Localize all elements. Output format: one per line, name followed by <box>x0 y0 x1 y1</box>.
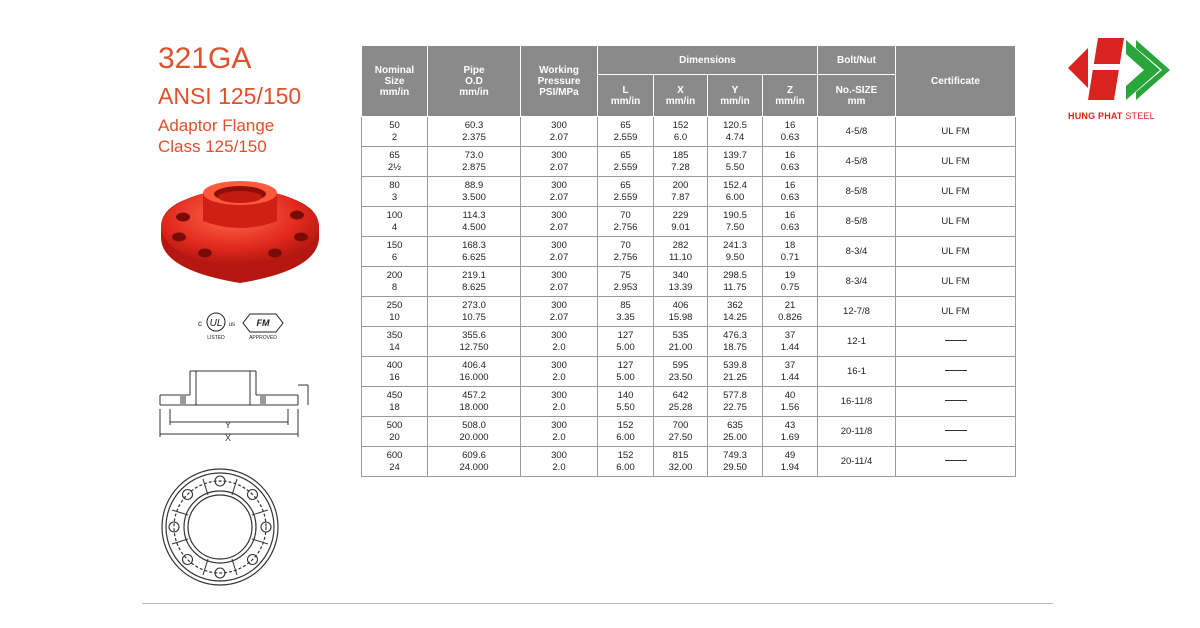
cell-dim-z: 16 0.63 <box>763 207 818 237</box>
cell-certificate: UL FM <box>896 117 1016 147</box>
cell-bolt-nut: 20-11/8 <box>818 417 896 447</box>
cell-dim-x: 815 32.00 <box>654 447 708 477</box>
cell-dim-l: 127 5.00 <box>598 357 654 387</box>
cell-dim-l: 152 6.00 <box>598 447 654 477</box>
table-row <box>362 297 1016 327</box>
cell-dim-z: 16 0.63 <box>763 177 818 207</box>
cell-nominal-size: 500 20 <box>362 417 428 447</box>
cell-dim-z: 37 1.44 <box>763 327 818 357</box>
cell-dim-l: 85 3.35 <box>598 297 654 327</box>
header-bolt-nut: Bolt/Nut <box>818 46 896 75</box>
cell-certificate <box>896 417 1016 447</box>
cell-dim-y: 577.8 22.75 <box>708 387 763 417</box>
cell-dim-y: 241.3 9.50 <box>708 237 763 267</box>
cell-dim-y: 120.5 4.74 <box>708 117 763 147</box>
cell-pipe-od: 406.4 16.000 <box>428 357 521 387</box>
approved-text: APPROVED <box>249 335 277 341</box>
cell-dim-y: 476.3 18.75 <box>708 327 763 357</box>
ul-listed-mark <box>192 310 240 342</box>
header-dim-x: X mm/in <box>654 75 708 117</box>
cell-bolt-nut: 16-11/8 <box>818 387 896 417</box>
cell-dim-x: 282 11.10 <box>654 237 708 267</box>
no-certificate-dash <box>945 370 967 371</box>
cell-nominal-size: 80 3 <box>362 177 428 207</box>
cell-dim-z: 43 1.69 <box>763 417 818 447</box>
product-code: 321GA <box>158 42 252 75</box>
flange-product-image <box>155 175 325 300</box>
cell-nominal-size: 350 14 <box>362 327 428 357</box>
ul-us-text: us <box>228 322 236 328</box>
cell-dim-l: 65 2.559 <box>598 177 654 207</box>
cell-certificate <box>896 447 1016 477</box>
cell-dim-l: 152 6.00 <box>598 417 654 447</box>
cell-working-pressure: 300 2.07 <box>521 177 598 207</box>
cell-dim-x: 535 21.00 <box>654 327 708 357</box>
cell-dim-x: 200 7.87 <box>654 177 708 207</box>
cell-dim-x: 185 7.28 <box>654 147 708 177</box>
header-dim-z: Z mm/in <box>763 75 818 117</box>
cell-bolt-nut: 12-1 <box>818 327 896 357</box>
header-working-pressure: Working Pressure PSI/MPa <box>521 46 598 117</box>
cell-dim-y: 139.7 5.50 <box>708 147 763 177</box>
cell-nominal-size: 200 8 <box>362 267 428 297</box>
cell-working-pressure: 300 2.07 <box>521 267 598 297</box>
cell-pipe-od: 609.6 24.000 <box>428 447 521 477</box>
cell-dim-l: 140 5.50 <box>598 387 654 417</box>
cell-pipe-od: 73.0 2.875 <box>428 147 521 177</box>
cell-pipe-od: 273.0 10.75 <box>428 297 521 327</box>
cell-working-pressure: 300 2.0 <box>521 327 598 357</box>
table-row <box>362 147 1016 177</box>
product-class: Class 125/150 <box>158 137 267 156</box>
cell-dim-z: 16 0.63 <box>763 117 818 147</box>
cell-dim-x: 152 6.0 <box>654 117 708 147</box>
cell-dim-y: 362 14.25 <box>708 297 763 327</box>
cell-certificate: UL FM <box>896 207 1016 237</box>
brand-name: HUNG PHAT STEEL <box>1068 111 1155 121</box>
cell-dim-x: 406 15.98 <box>654 297 708 327</box>
cell-bolt-nut: 16-1 <box>818 357 896 387</box>
cell-bolt-nut: 20-11/4 <box>818 447 896 477</box>
table-row <box>362 327 1016 357</box>
cell-dim-l: 70 2.756 <box>598 207 654 237</box>
cell-pipe-od: 60.3 2.375 <box>428 117 521 147</box>
header-nominal-size: Nominal Size mm/in <box>362 46 428 117</box>
cell-certificate: UL FM <box>896 237 1016 267</box>
header-dim-y: Y mm/in <box>708 75 763 117</box>
cell-dim-x: 340 13.39 <box>654 267 708 297</box>
footer-divider <box>142 603 1053 604</box>
cell-certificate <box>896 327 1016 357</box>
table-row <box>362 117 1016 147</box>
cell-dim-l: 75 2.953 <box>598 267 654 297</box>
cell-pipe-od: 508.0 20.000 <box>428 417 521 447</box>
product-standard: ANSI 125/150 <box>158 83 302 109</box>
cell-nominal-size: 100 4 <box>362 207 428 237</box>
no-certificate-dash <box>945 430 967 431</box>
cell-working-pressure: 300 2.07 <box>521 237 598 267</box>
cell-dim-z: 40 1.56 <box>763 387 818 417</box>
cell-bolt-nut: 4-5/8 <box>818 117 896 147</box>
cell-working-pressure: 300 2.0 <box>521 417 598 447</box>
cell-pipe-od: 219.1 8.625 <box>428 267 521 297</box>
cell-bolt-nut: 8-3/4 <box>818 237 896 267</box>
cell-working-pressure: 300 2.07 <box>521 207 598 237</box>
cell-dim-y: 749.3 29.50 <box>708 447 763 477</box>
cell-dim-l: 65 2.559 <box>598 117 654 147</box>
cell-bolt-nut: 12-7/8 <box>818 297 896 327</box>
dimension-x-label: X <box>224 433 232 443</box>
no-certificate-dash <box>945 340 967 341</box>
header-no-size: No.-SIZE mm <box>818 75 896 117</box>
cell-dim-y: 635 25.00 <box>708 417 763 447</box>
cell-working-pressure: 300 2.07 <box>521 297 598 327</box>
cell-dim-z: 19 0.75 <box>763 267 818 297</box>
cell-dim-l: 65 2.559 <box>598 147 654 177</box>
cell-dim-z: 49 1.94 <box>763 447 818 477</box>
cell-dim-y: 298.5 11.75 <box>708 267 763 297</box>
cell-dim-y: 190.5 7.50 <box>708 207 763 237</box>
header-dim-l: L mm/in <box>598 75 654 117</box>
header-certificate: Certificate <box>896 46 1016 117</box>
fm-text: FM <box>256 318 270 328</box>
cell-certificate: UL FM <box>896 297 1016 327</box>
cell-certificate <box>896 357 1016 387</box>
cell-working-pressure: 300 2.0 <box>521 447 598 477</box>
table-row <box>362 447 1016 477</box>
cell-pipe-od: 355.6 12.750 <box>428 327 521 357</box>
ul-c-text: c <box>198 319 202 328</box>
cell-bolt-nut: 8-5/8 <box>818 207 896 237</box>
header-dimensions: Dimensions <box>598 46 818 75</box>
cell-nominal-size: 250 10 <box>362 297 428 327</box>
fm-approved-mark <box>240 310 286 342</box>
cell-nominal-size: 50 2 <box>362 117 428 147</box>
table-row <box>362 177 1016 207</box>
product-name: Adaptor Flange <box>158 116 275 135</box>
cell-dim-x: 642 25.28 <box>654 387 708 417</box>
cell-dim-l: 127 5.00 <box>598 327 654 357</box>
cell-nominal-size: 450 18 <box>362 387 428 417</box>
dimension-y-label: Y <box>224 420 232 430</box>
cell-dim-z: 21 0.826 <box>763 297 818 327</box>
cell-pipe-od: 457.2 18.000 <box>428 387 521 417</box>
flange-section-drawing <box>158 365 318 450</box>
cell-dim-y: 152.4 6.00 <box>708 177 763 207</box>
cell-dim-z: 16 0.63 <box>763 147 818 177</box>
cell-nominal-size: 600 24 <box>362 447 428 477</box>
cell-nominal-size: 150 6 <box>362 237 428 267</box>
cell-certificate: UL FM <box>896 267 1016 297</box>
cell-working-pressure: 300 2.07 <box>521 147 598 177</box>
flange-top-view-drawing <box>158 465 282 589</box>
cell-bolt-nut: 8-5/8 <box>818 177 896 207</box>
cell-bolt-nut: 4-5/8 <box>818 147 896 177</box>
cell-dim-x: 229 9.01 <box>654 207 708 237</box>
cell-working-pressure: 300 2.0 <box>521 357 598 387</box>
cell-dim-x: 595 23.50 <box>654 357 708 387</box>
cell-dim-l: 70 2.756 <box>598 237 654 267</box>
cell-nominal-size: 65 2½ <box>362 147 428 177</box>
table-row <box>362 207 1016 237</box>
table-row <box>362 237 1016 267</box>
cell-bolt-nut: 8-3/4 <box>818 267 896 297</box>
cell-nominal-size: 400 16 <box>362 357 428 387</box>
table-row <box>362 387 1016 417</box>
cell-pipe-od: 168.3 6.625 <box>428 237 521 267</box>
cell-dim-x: 700 27.50 <box>654 417 708 447</box>
listed-text: LISTED <box>207 335 225 341</box>
table-row <box>362 417 1016 447</box>
cell-pipe-od: 88.9 3.500 <box>428 177 521 207</box>
cell-dim-z: 37 1.44 <box>763 357 818 387</box>
table-row <box>362 267 1016 297</box>
cell-dim-z: 18 0.71 <box>763 237 818 267</box>
ul-mark-text: UL <box>209 318 223 329</box>
spec-table <box>361 45 1016 477</box>
cell-working-pressure: 300 2.07 <box>521 117 598 147</box>
cell-certificate <box>896 387 1016 417</box>
cell-working-pressure: 300 2.0 <box>521 387 598 417</box>
header-pipe-od: Pipe O.D mm/in <box>428 46 521 117</box>
no-certificate-dash <box>945 400 967 401</box>
cell-certificate: UL FM <box>896 147 1016 177</box>
cell-dim-y: 539.8 21.25 <box>708 357 763 387</box>
cell-pipe-od: 114.3 4.500 <box>428 207 521 237</box>
table-row <box>362 357 1016 387</box>
no-certificate-dash <box>945 460 967 461</box>
cell-certificate: UL FM <box>896 177 1016 207</box>
